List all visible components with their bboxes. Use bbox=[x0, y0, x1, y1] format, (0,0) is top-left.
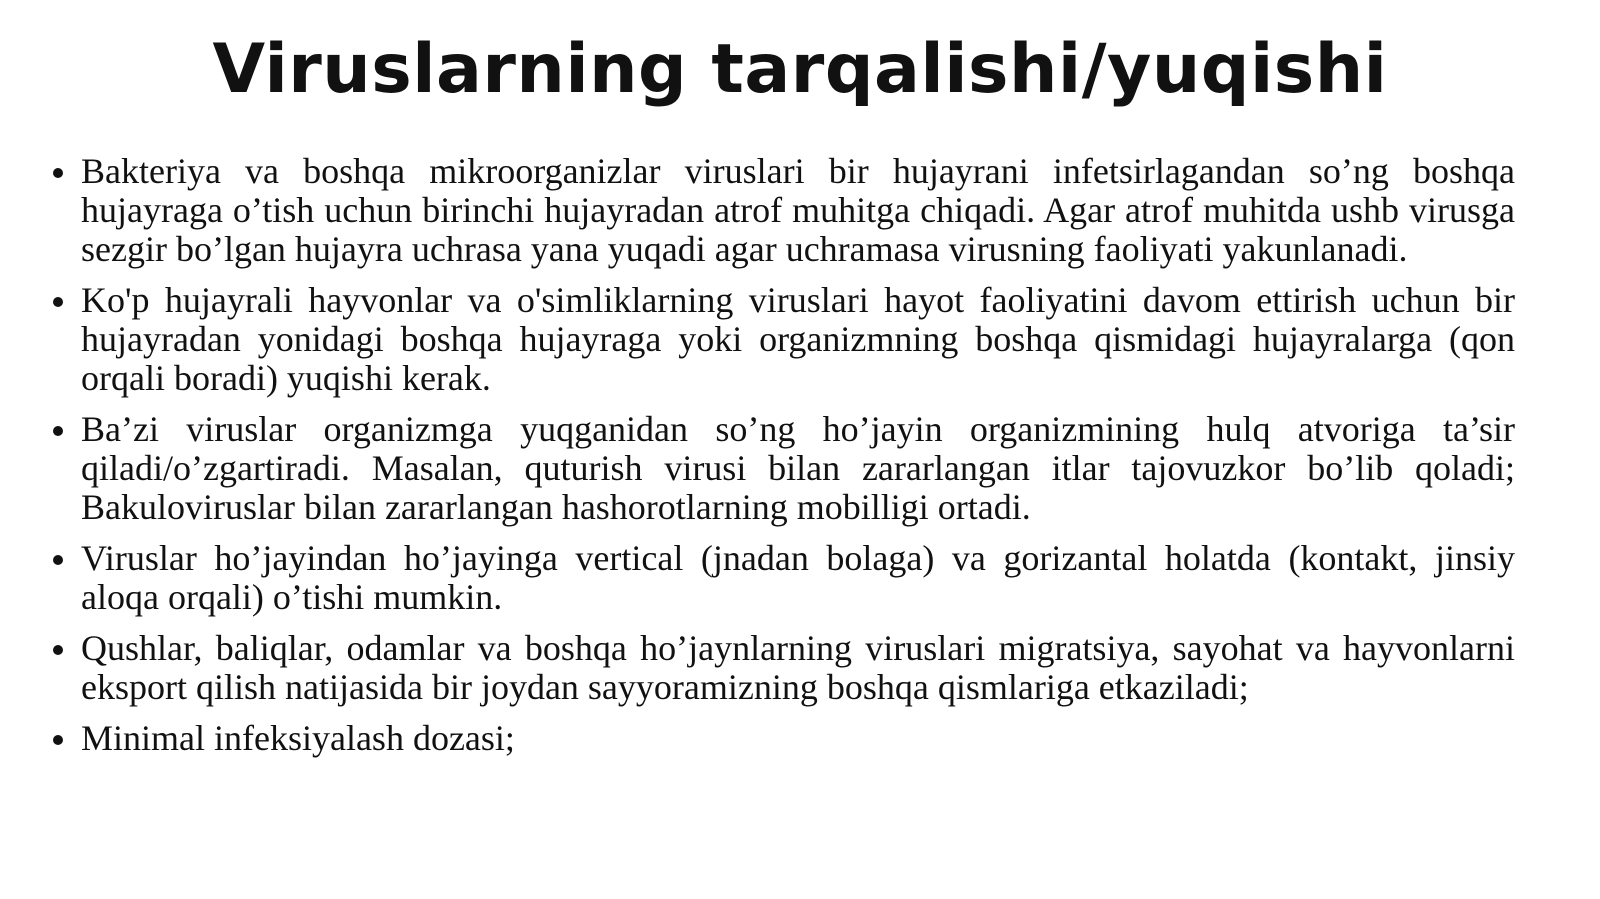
bullet-text: Bakteriya va boshqa mikroorganizlar viruslari bir hujayrani infetsirlagandan so’ng boshqa hujayraga o’tish uchun birinchi hujayradan atrof muhitga chiqadi. Agar atrof muhitda ushb virusga sezgir bo’lgan hujayra uchrasa yana yuqadi agar uchramasa virusning faoliyati yakunlanadi. bbox=[81, 151, 1515, 269]
bullet-dot-icon bbox=[53, 645, 63, 655]
bullet-text: Ko'p hujayrali hayvonlar va o'simliklarning viruslari hayot faoliyatini davom ettirish uchun bir hujayradan yonidagi boshqa hujayraga yoki organizmning boshqa qismidagi hujayralarga (qon orqali boradi) yuqishi kerak. bbox=[81, 280, 1515, 398]
bullet-text: Qushlar, baliqlar, odamlar va boshqa ho’jaynlarning viruslari migratsiya, sayohat va hayvonlarni eksport qilish natijasida bir joydan sayyoramizning boshqa qismlariga etkaziladi; bbox=[81, 628, 1515, 707]
bullet-dot-icon bbox=[53, 297, 63, 307]
bullet-item bbox=[45, 152, 1515, 269]
bullet-item bbox=[45, 539, 1515, 617]
bullet-dot-icon bbox=[53, 735, 63, 745]
bullet-item bbox=[45, 629, 1515, 707]
bullet-text: Ba’zi viruslar organizmga yuqganidan so’ng ho’jayin organizmining hulq atvoriga ta’sir qiladi/o’zgartiradi. Masalan, quturish virusi bilan zararlangan itlar tajovuzkor bo’lib qoladi; Bakuloviruslar bilan zararlangan hashorotlarning mobilligi ortadi. bbox=[81, 409, 1515, 527]
bullet-item bbox=[45, 719, 1515, 758]
bullet-text: Viruslar ho’jayindan ho’jayinga vertical (jnadan bolaga) va gorizantal holatda (kontakt, jinsiy aloqa orqali) o’tishi mumkin. bbox=[81, 538, 1515, 617]
bullet-dot-icon bbox=[53, 168, 63, 178]
bullet-item bbox=[45, 281, 1515, 398]
bullet-dot-icon bbox=[53, 426, 63, 436]
slide-title: Viruslarning tarqalishi/yuqishi bbox=[212, 30, 1388, 109]
bullet-list bbox=[45, 152, 1515, 770]
bullet-item bbox=[45, 410, 1515, 527]
bullet-text: Minimal infeksiyalash dozasi; bbox=[81, 718, 515, 758]
bullet-dot-icon bbox=[53, 555, 63, 565]
